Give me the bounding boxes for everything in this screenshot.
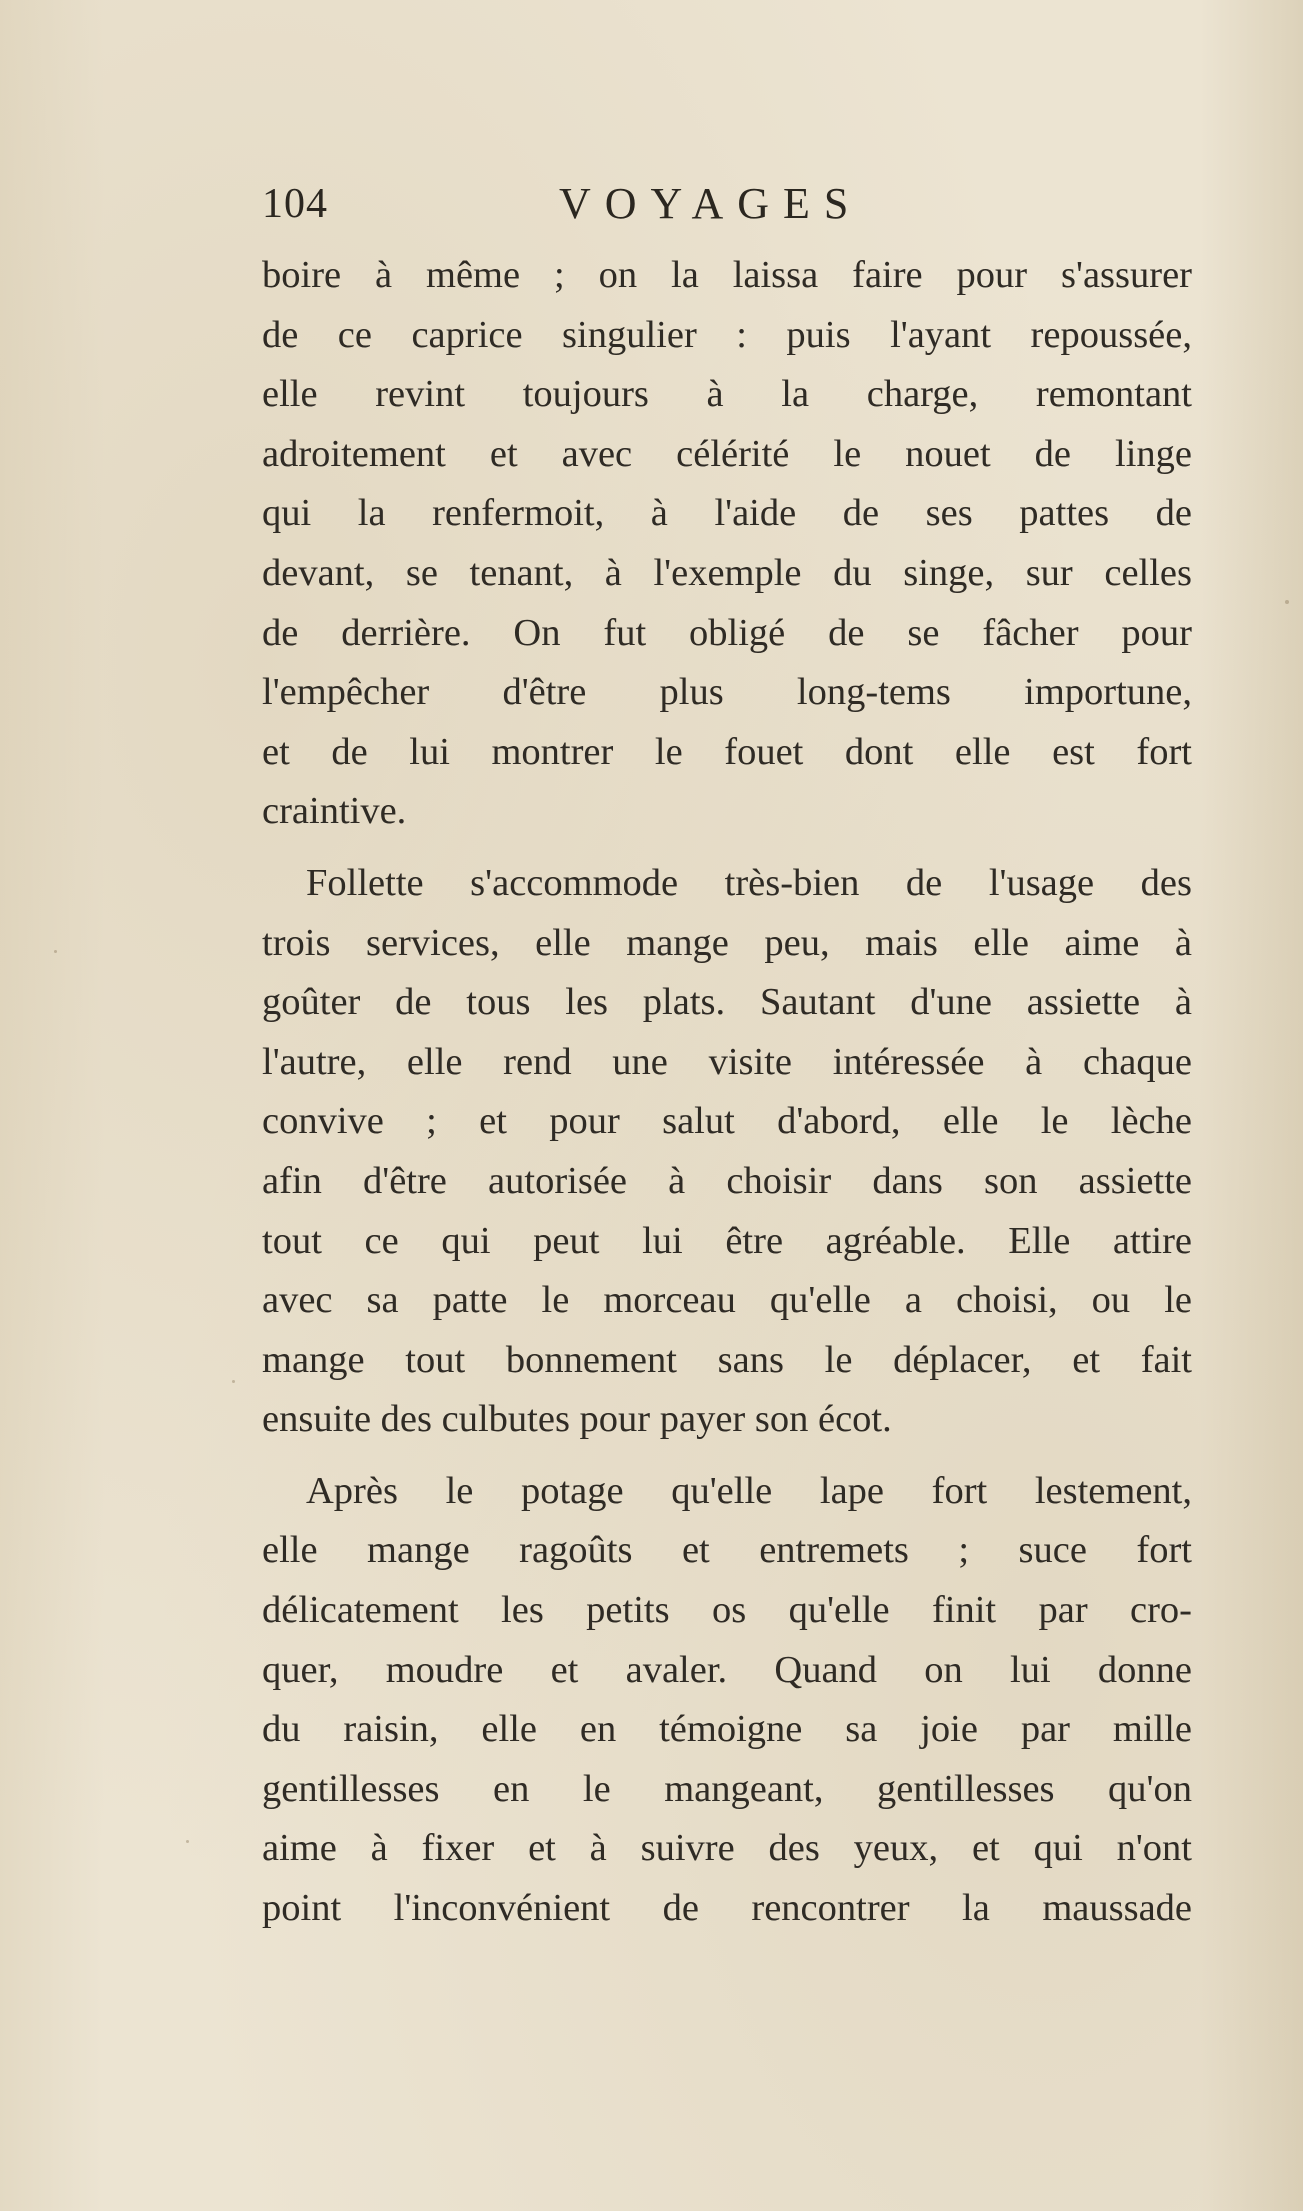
- text-line: devant, se tenant, à l'exemple du singe, sur celles: [262, 551, 1192, 594]
- text-line: ensuite des culbutes pour payer son écot.: [262, 1398, 892, 1441]
- text-line: de ce caprice singulier : puis l'ayant repoussée,: [262, 313, 1192, 356]
- text-line: elle revint toujours à la charge, remontant: [262, 373, 1192, 416]
- text-line: convive ; et pour salut d'abord, elle le lèche: [262, 1100, 1192, 1143]
- paper-speck: [186, 1840, 189, 1843]
- paragraph-gap: [262, 1450, 1192, 1462]
- text-line: qui la renfermoit, à l'aide de ses pattes de: [262, 492, 1192, 535]
- text-line: du raisin, elle en témoigne sa joie par mille: [262, 1708, 1192, 1751]
- text-line: délicatement les petits os qu'elle finit par cro-: [262, 1589, 1192, 1632]
- paper-speck: [54, 950, 57, 953]
- paragraph-1: [262, 246, 1192, 842]
- paragraph-2: [262, 854, 1192, 1450]
- text-line: Follette s'accommode très-bien de l'usage des: [306, 861, 1192, 904]
- paragraph-3: [262, 1462, 1192, 1939]
- text-line: mange tout bonnement sans le déplacer, et fait: [262, 1338, 1192, 1381]
- text-line: boire à même ; on la laissa faire pour s'assurer: [262, 254, 1192, 296]
- text-line: adroitement et avec célérité le nouet de linge: [262, 432, 1192, 475]
- text-line: craintive.: [262, 790, 407, 833]
- text-line: trois services, elle mange peu, mais elle aime à: [262, 921, 1192, 964]
- page-number: 104: [262, 181, 328, 227]
- text-line: l'empêcher d'être plus long-tems importune,: [262, 671, 1192, 714]
- text-line: de derrière. On fut obligé de se fâcher pour: [262, 611, 1192, 654]
- running-head: VOYAGES: [559, 179, 863, 228]
- text-line: quer, moudre et avaler. Quand on lui donne: [262, 1648, 1192, 1691]
- page-header: [262, 172, 1192, 242]
- body-text: [262, 246, 1192, 1939]
- paper-speck: [232, 1380, 235, 1383]
- paper-speck: [1285, 600, 1289, 604]
- text-line: et de lui montrer le fouet dont elle est fort: [262, 730, 1192, 773]
- text-line: aime à fixer et à suivre des yeux, et qui n'ont: [262, 1827, 1192, 1870]
- text-line: l'autre, elle rend une visite intéressée à chaque: [262, 1040, 1192, 1083]
- paragraph-gap: [262, 842, 1192, 854]
- text-line: avec sa patte le morceau qu'elle a choisi, ou le: [262, 1279, 1192, 1322]
- text-line: Après le potage qu'elle lape fort lestement,: [306, 1469, 1192, 1512]
- text-line: point l'inconvénient de rencontrer la maussade: [262, 1887, 1192, 1930]
- text-line: gentillesses en le mangeant, gentillesses qu'on: [262, 1767, 1192, 1810]
- text-line: elle mange ragoûts et entremets ; suce fort: [262, 1529, 1192, 1572]
- text-line: goûter de tous les plats. Sautant d'une assiette à: [262, 981, 1192, 1024]
- text-line: tout ce qui peut lui être agréable. Elle attire: [262, 1219, 1192, 1262]
- text-line: afin d'être autorisée à choisir dans son assiette: [262, 1159, 1192, 1202]
